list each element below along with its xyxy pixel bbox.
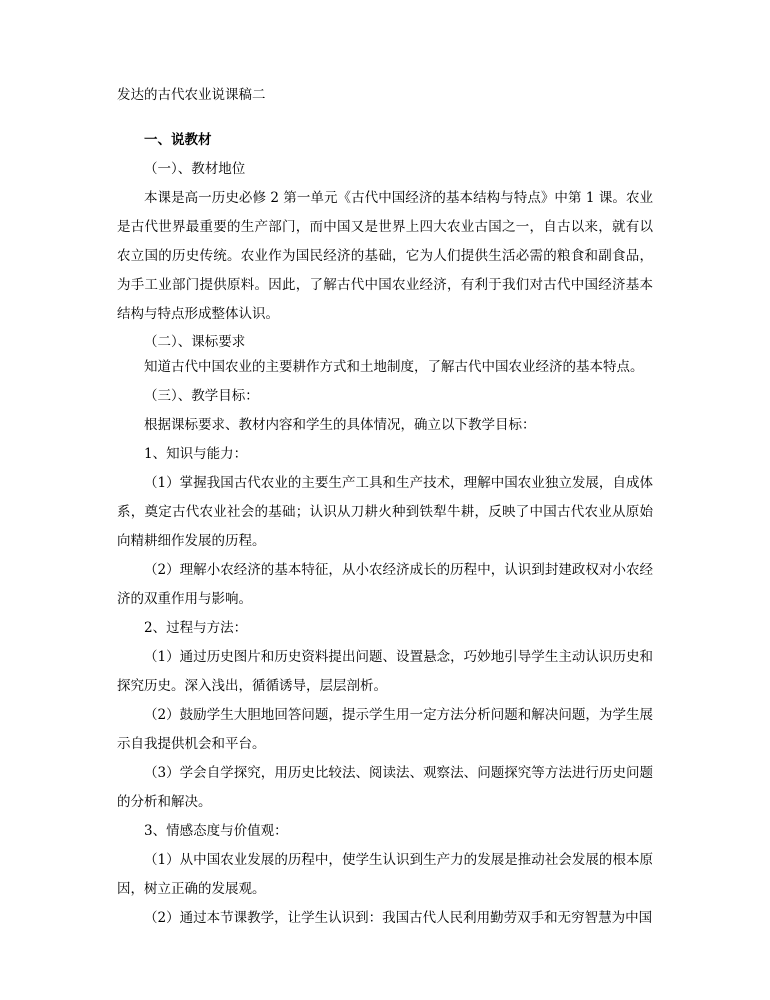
goal-process-item-1: （1）通过历史图片和历史资料提出问题、设置悬念，巧妙地引导学生主动认识历史和探究历史。深入浅出，循循诱导，层层剖析。 bbox=[117, 649, 653, 694]
paragraph-textbook-position: 本课是高一历史必修 2 第一单元《古代中国经济的基本结构与特点》中第 1 课。农业是古代世界最重要的生产部门，而中国又是世界上四大农业古国之一，自古以来，就有以农立国的历史传统。农业作为国民经济的基础，它为人们提供生活必需的粮食和副食品，为手工业部门提供原料。因此，了解古代中国农业经济，有利于我们对古代中国经济基本结构与特点形成整体认识。 bbox=[117, 190, 653, 322]
goal-emotion-item-2: （2）通过本节课教学，让学生认识到：我国古代人民利用勤劳双手和无穷智慧为中国 bbox=[144, 910, 653, 926]
section-heading-textbook: 一、说教材 bbox=[144, 132, 212, 148]
goal-knowledge-item-1: （1）掌握我国古代农业的主要生产工具和生产技术，理解中国农业独立发展，自成体系，奠定古代农业社会的基础；认识从刀耕火种到铁犁牛耕，反映了中国古代农业从原始向精耕细作发展的历程。 bbox=[117, 475, 653, 549]
goal-emotion-item-1: （1）从中国农业发展的历程中，使学生认识到生产力的发展是推动社会发展的根本原因，树立正确的发展观。 bbox=[117, 852, 653, 897]
paragraph-teaching-goals: 根据课标要求、教材内容和学生的具体情况，确立以下教学目标： bbox=[144, 417, 536, 433]
goal-knowledge-ability: 1、知识与能力： bbox=[144, 446, 248, 462]
subheading-textbook-position: （一）、教材地位 bbox=[144, 161, 246, 177]
goal-process-item-2: （2）鼓励学生大胆地回答问题，提示学生用一定方法分析问题和解决问题，为学生展示自我提供机会和平台。 bbox=[117, 707, 653, 752]
goal-process-method: 2、过程与方法： bbox=[144, 620, 248, 636]
document-page bbox=[117, 84, 653, 933]
document-title: 发达的古代农业说课稿二 bbox=[117, 87, 266, 103]
goal-emotion-values: 3、情感态度与价值观： bbox=[144, 823, 288, 839]
subheading-curriculum-requirements: （二）、课标要求 bbox=[144, 334, 246, 350]
goal-process-item-3: （3）学会自学探究，用历史比较法、阅读法、观察法、问题探究等方法进行历史问题的分析和解决。 bbox=[117, 765, 653, 810]
paragraph-curriculum-requirements: 知道古代中国农业的主要耕作方式和土地制度，了解古代中国农业经济的基本特点。 bbox=[144, 359, 644, 375]
goal-knowledge-item-2: （2）理解小农经济的基本特征，从小农经济成长的历程中，认识到封建政权对小农经济的双重作用与影响。 bbox=[117, 562, 653, 607]
subheading-teaching-goals: （三）、教学目标： bbox=[144, 388, 259, 404]
